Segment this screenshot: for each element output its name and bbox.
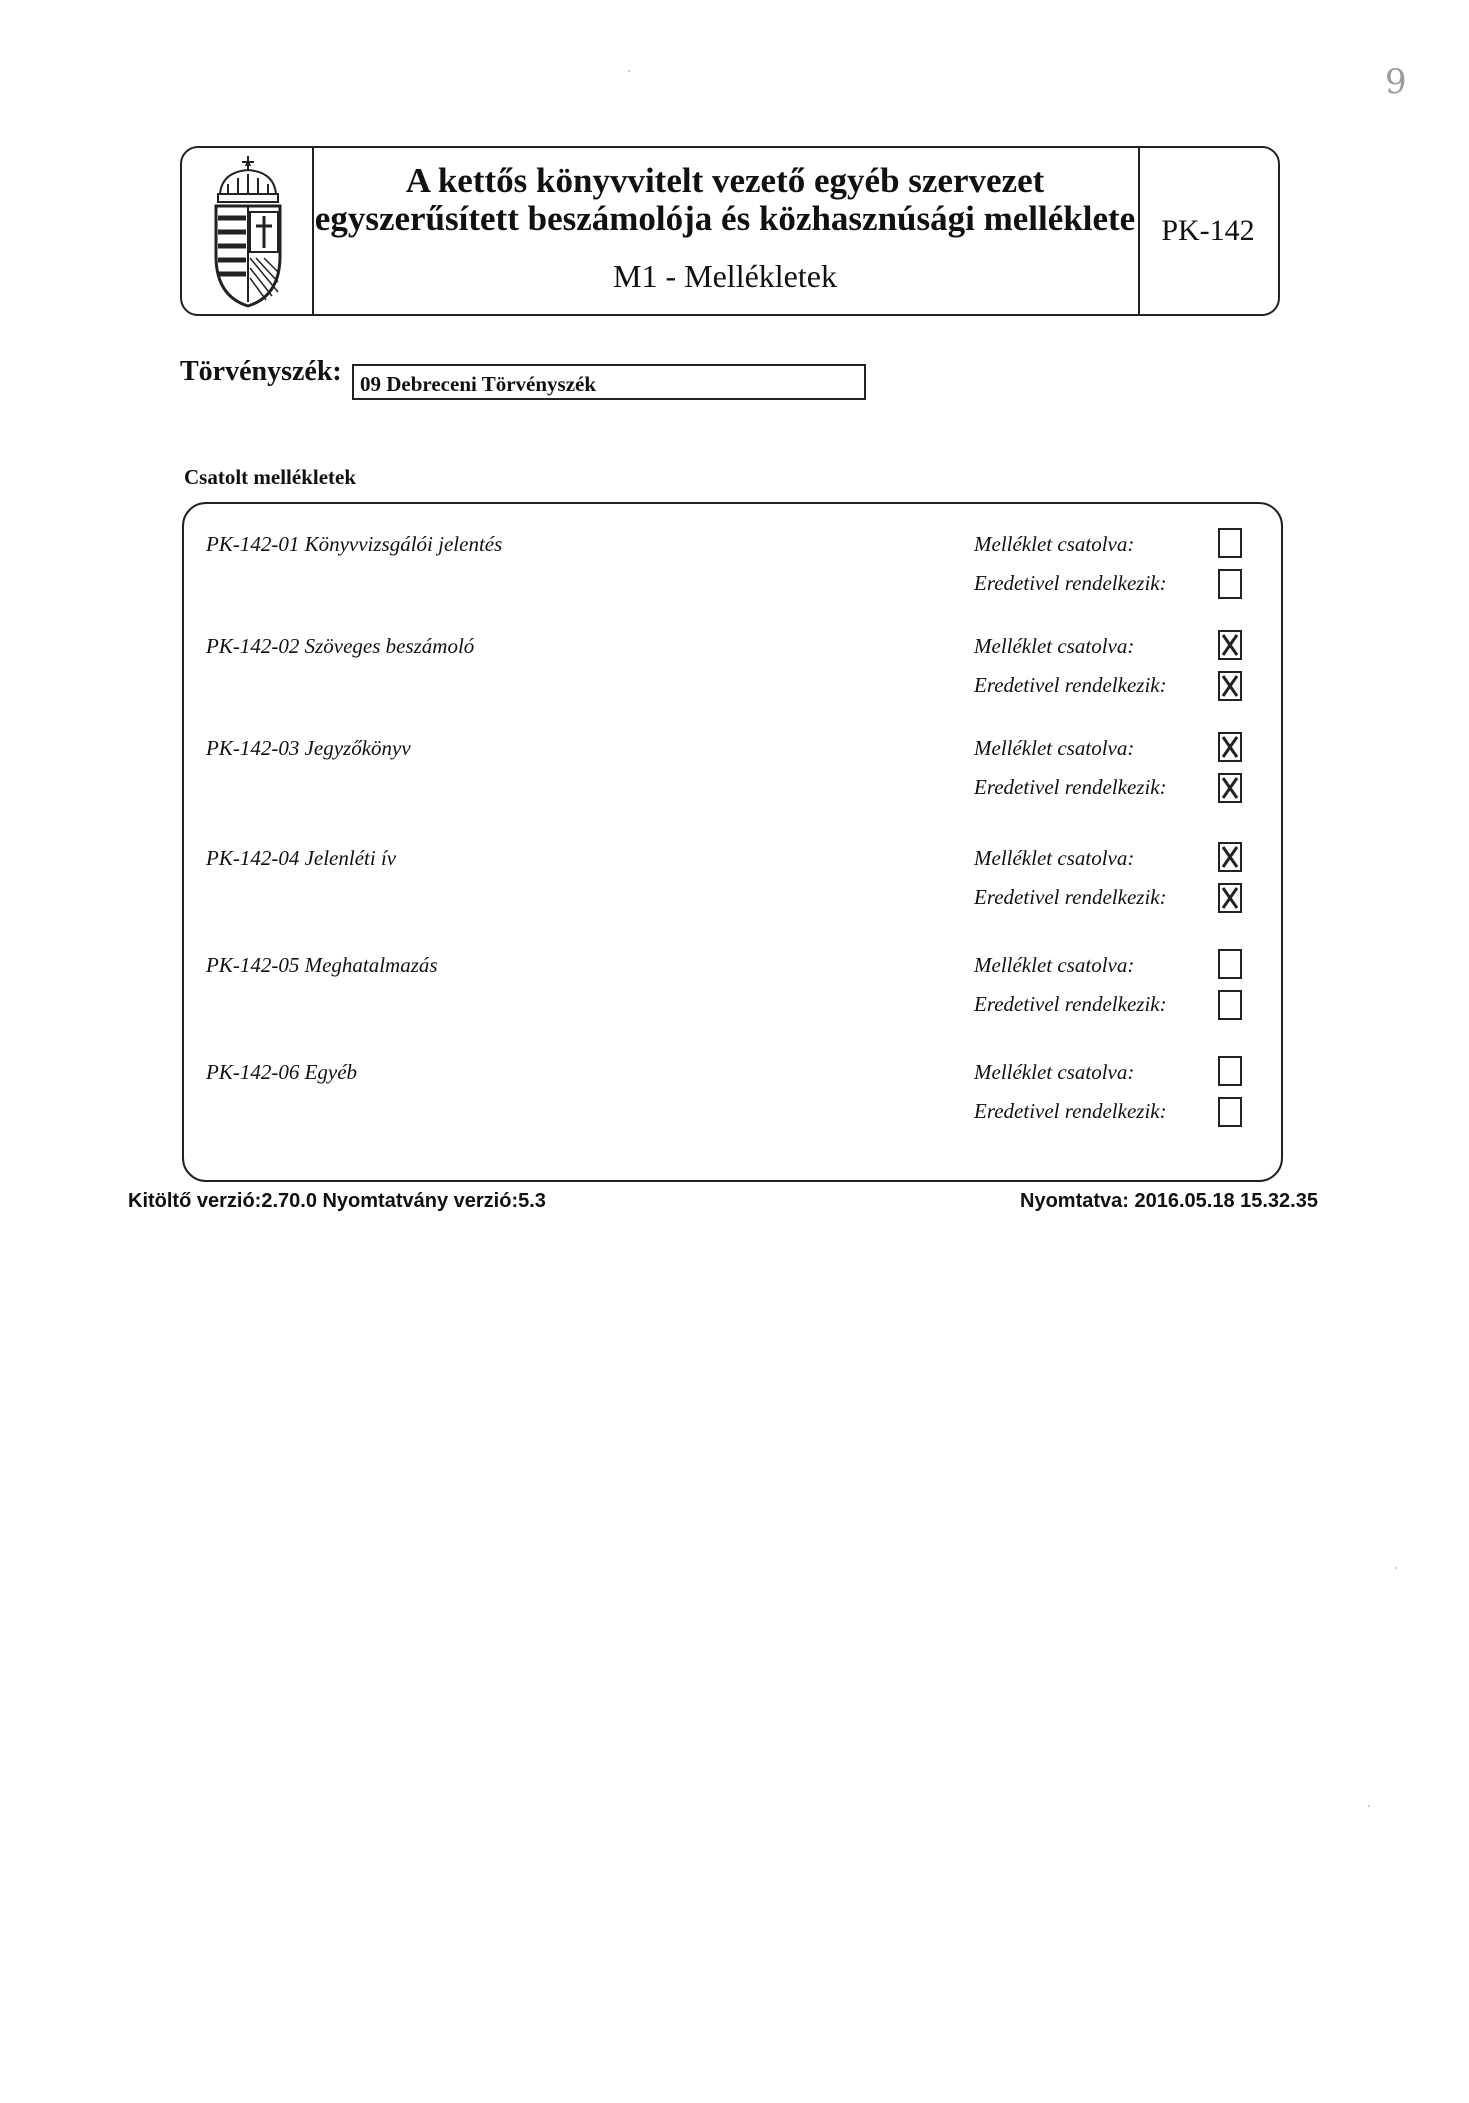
footer-printed-at: Nyomtatva: 2016.05.18 15.32.35 [1020, 1190, 1318, 1212]
original-label: Eredetivel rendelkezik: [974, 673, 1167, 697]
page-number-mark: 9 [1385, 62, 1407, 102]
attached-label: Melléklet csatolva: [974, 1060, 1135, 1084]
attachment-row [184, 846, 1281, 936]
original-checkbox[interactable] [1218, 1097, 1242, 1127]
original-checkbox[interactable] [1218, 883, 1242, 913]
attached-checkbox[interactable] [1218, 732, 1242, 762]
original-label: Eredetivel rendelkezik: [974, 1099, 1167, 1123]
attachment-row [184, 532, 1281, 622]
scan-speck [1395, 1567, 1397, 1569]
attached-checkbox[interactable] [1218, 842, 1242, 872]
court-label: Törvényszék: [180, 356, 342, 387]
scan-speck [628, 70, 630, 72]
form-title-line1: A kettős könyvvitelt vezető egyéb szervezet [405, 161, 1045, 200]
scan-speck [1368, 1805, 1370, 1807]
original-checkbox[interactable] [1218, 671, 1242, 701]
form-title-line2: egyszerűsített beszámolója és közhasznúsági melléklete [314, 199, 1136, 238]
attached-checkbox[interactable] [1218, 630, 1242, 660]
original-label: Eredetivel rendelkezik: [974, 775, 1167, 799]
attachment-row [184, 736, 1281, 826]
original-checkbox[interactable] [1218, 569, 1242, 599]
attachments-section-label: Csatolt mellékletek [184, 465, 357, 489]
original-label: Eredetivel rendelkezik: [974, 992, 1167, 1016]
attachment-title: PK-142-05 Meghatalmazás [206, 953, 438, 977]
form-subtitle: M1 - Mellékletek [613, 258, 837, 294]
attached-label: Melléklet csatolva: [974, 532, 1135, 556]
attachments-box [182, 502, 1283, 1182]
form-title-cell [312, 148, 1140, 314]
attached-label: Melléklet csatolva: [974, 736, 1135, 760]
attached-checkbox[interactable] [1218, 528, 1242, 558]
attachment-title: PK-142-06 Egyéb [206, 1060, 358, 1084]
original-label: Eredetivel rendelkezik: [974, 571, 1167, 595]
footer-version: Kitöltő verzió:2.70.0 Nyomtatvány verzió:5.3 [128, 1190, 546, 1212]
form-header [180, 146, 1280, 316]
attachment-row [184, 634, 1281, 724]
attached-checkbox[interactable] [1218, 949, 1242, 979]
form-code: PK-142 [1161, 214, 1255, 247]
court-field: 09 Debreceni Törvényszék [352, 364, 866, 400]
attachment-row [184, 953, 1281, 1043]
attached-label: Melléklet csatolva: [974, 846, 1135, 870]
attachment-title: PK-142-04 Jelenléti ív [206, 846, 397, 870]
attachment-title: PK-142-03 Jegyzőkönyv [206, 736, 411, 760]
attachment-title: PK-142-02 Szöveges beszámoló [206, 634, 475, 658]
attached-checkbox[interactable] [1218, 1056, 1242, 1086]
attached-label: Melléklet csatolva: [974, 634, 1135, 658]
hungarian-coat-of-arms-icon [210, 156, 286, 308]
attachment-title: PK-142-01 Könyvvizsgálói jelentés [206, 532, 503, 556]
original-checkbox[interactable] [1218, 990, 1242, 1020]
original-checkbox[interactable] [1218, 773, 1242, 803]
attached-label: Melléklet csatolva: [974, 953, 1135, 977]
original-label: Eredetivel rendelkezik: [974, 885, 1167, 909]
attachment-row [184, 1060, 1281, 1150]
crest-cell [182, 148, 314, 314]
